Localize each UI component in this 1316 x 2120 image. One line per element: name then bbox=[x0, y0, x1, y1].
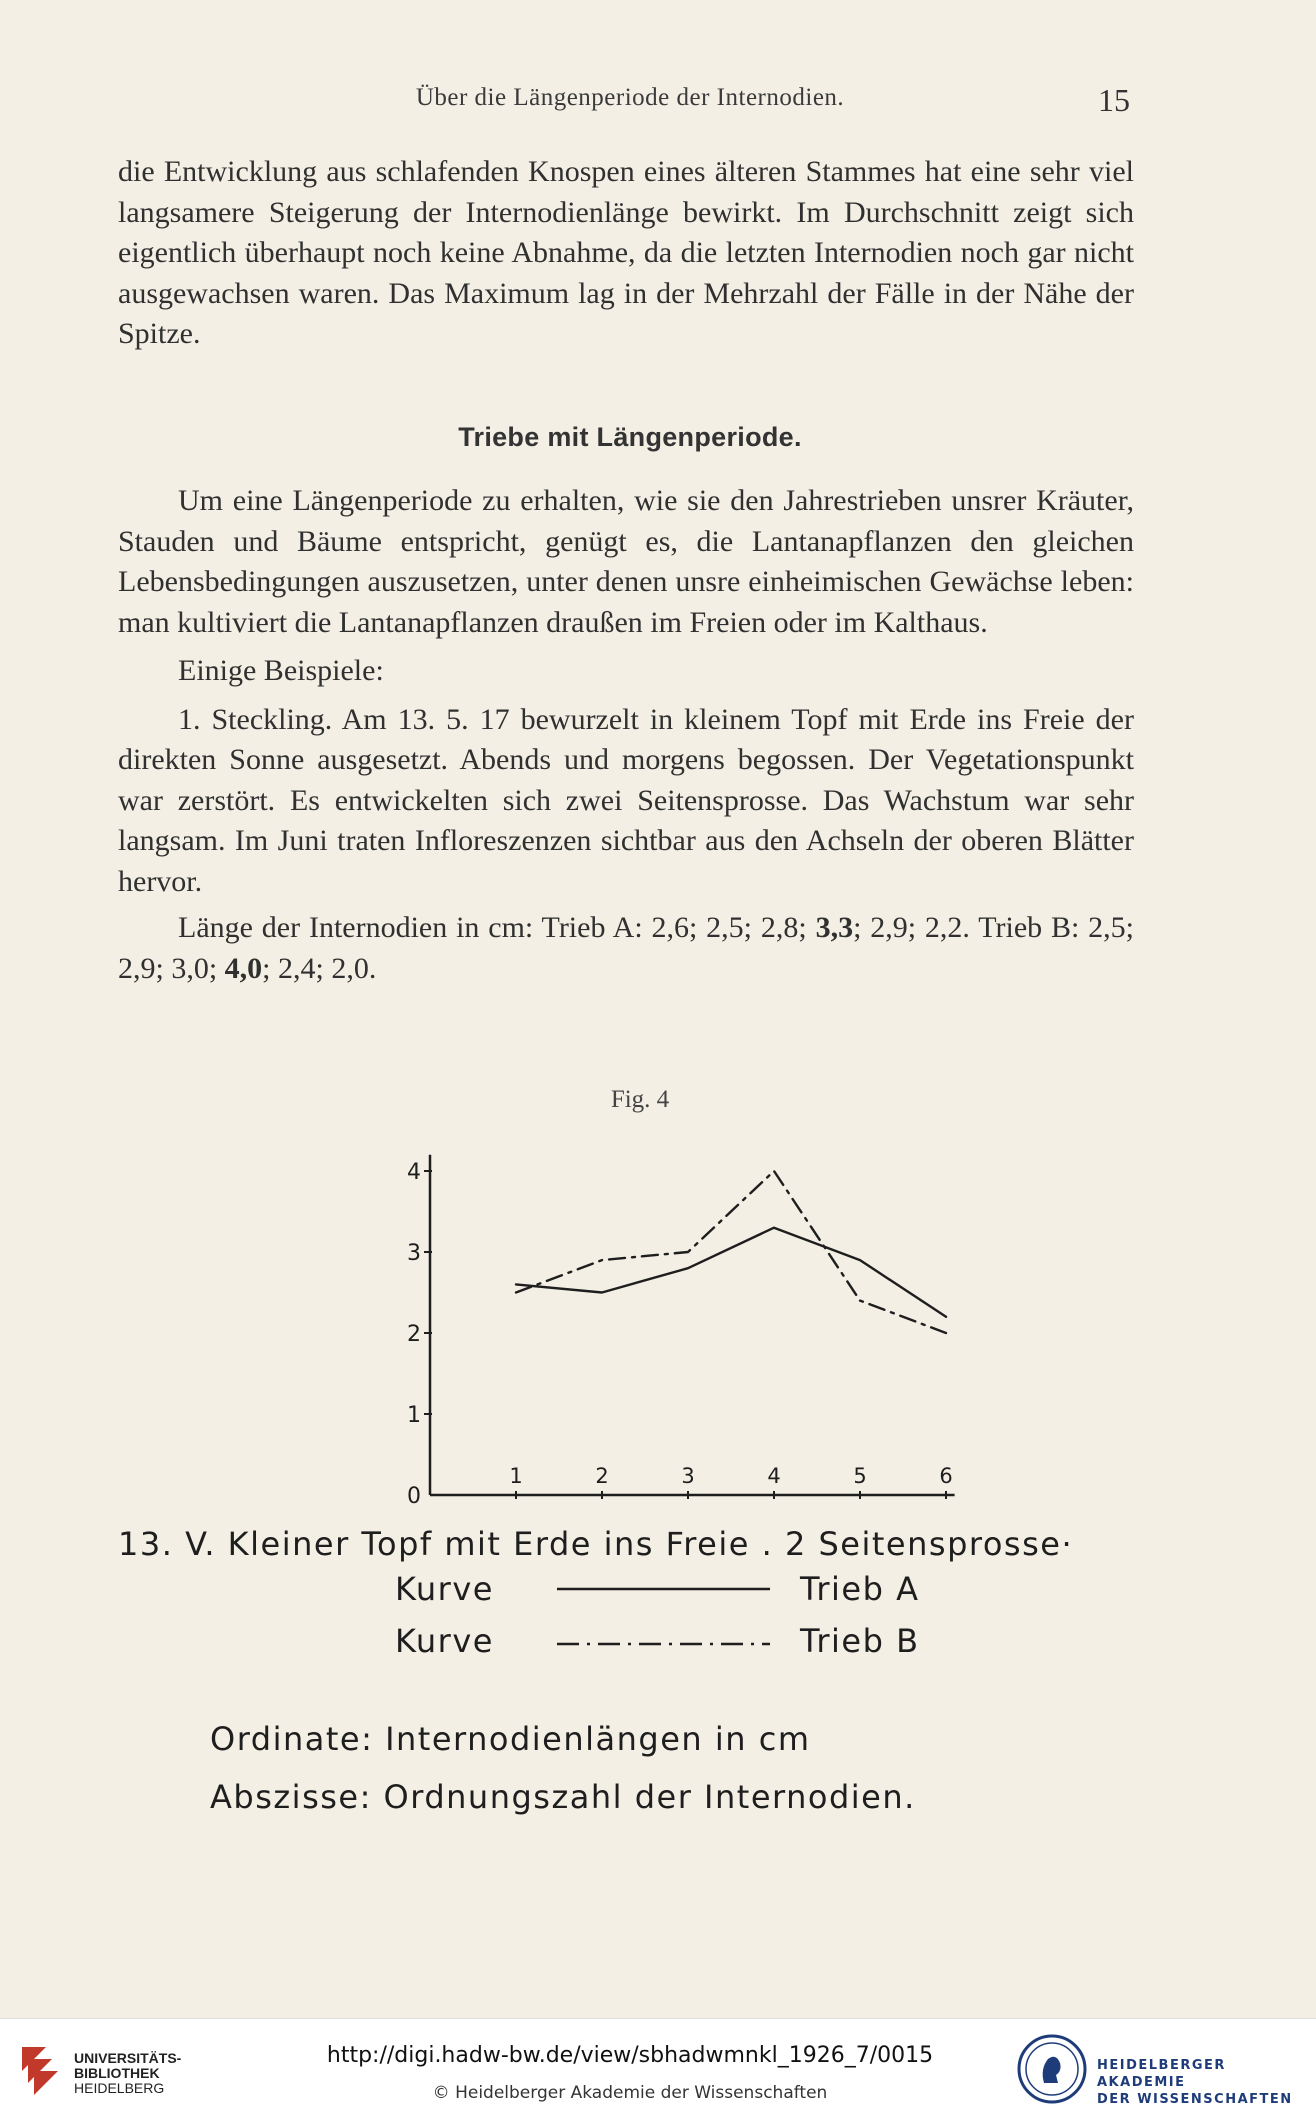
x-tick-label: 5 bbox=[853, 1464, 867, 1488]
legend-a-line bbox=[555, 1583, 775, 1595]
academy-line-2: DER WISSENSCHAFTEN bbox=[1097, 2092, 1293, 2107]
legend-b-series: Trieb B bbox=[800, 1622, 920, 1660]
section-heading: Triebe mit Längenperiode. bbox=[458, 422, 802, 452]
y-tick-label: 0 bbox=[407, 1484, 421, 1509]
source-link[interactable]: http://digi.hadw-bw.de/view/sbhadwmnkl_1926_7/0015 bbox=[326, 2043, 934, 2068]
academy-name bbox=[1097, 2057, 1316, 2108]
x-tick-label: 4 bbox=[767, 1464, 781, 1488]
p5-suffix: ; 2,4; 2,0. bbox=[262, 951, 377, 985]
academy-seal-icon bbox=[1016, 2033, 1088, 2105]
academy-line-1: HEIDELBERGER AKADEMIE bbox=[1097, 2058, 1226, 2090]
figure-label: Fig. 4 bbox=[610, 1086, 670, 1113]
line-chart bbox=[380, 1135, 980, 1515]
x-tick-label: 6 bbox=[939, 1464, 953, 1488]
abscissa-note: Abszisse: Ordnungszahl der Internodien. bbox=[210, 1778, 916, 1816]
x-tick-label: 1 bbox=[509, 1464, 523, 1488]
copyright-notice: © Heidelberger Akademie der Wissenschaften bbox=[432, 2083, 828, 2103]
p5-mid: ; 2,9; 2,2. Trieb B: 2,5; 2,9; 3,0; bbox=[118, 911, 1135, 985]
x-tick-label: 3 bbox=[681, 1464, 695, 1488]
y-tick-label: 1 bbox=[407, 1403, 421, 1428]
library-line-1: UNIVERSITÄTS- bbox=[74, 2050, 182, 2066]
y-tick-label: 3 bbox=[407, 1241, 421, 1266]
paragraph-2: Um eine Längenperiode zu erhalten, wie sie den Jahrestrieben unsrer Kräuter, Stauden und Bäume entspricht, genügt es, die Lantanapflanzen den gleichen Lebensbedingungen auszusetzen, unter denen unsre einheimischen Gewächse leben: man kultiviert die Lantanapflanzen draußen im Freien oder im Kalthaus. bbox=[118, 484, 1134, 639]
legend-a-series: Trieb A bbox=[800, 1570, 920, 1608]
library-line-2: BIBLIOTHEK bbox=[74, 2065, 160, 2081]
legend-a-label: Kurve bbox=[395, 1570, 494, 1608]
paragraph-5 bbox=[118, 908, 1134, 989]
figure-caption: 13. V. Kleiner Topf mit Erde ins Freie . 2 Seitensprosse· bbox=[118, 1525, 1074, 1563]
library-line-3: HEIDELBERG bbox=[74, 2080, 165, 2096]
series-line-b bbox=[516, 1171, 946, 1333]
p5-bold-b: 4,0 bbox=[224, 951, 263, 985]
x-tick-label: 2 bbox=[595, 1464, 609, 1488]
legend-b-line bbox=[555, 1638, 775, 1650]
y-tick-label: 4 bbox=[407, 1160, 421, 1185]
paragraph-1: die Entwicklung aus schlafenden Knospen eines älteren Stammes hat eine sehr viel langsamere Steigerung der Internodienlänge bewirkt. Im Durchschnitt zeigt sich eigentlich überhaupt noch keine Abnahme, da die letzten Internodien noch gar nicht ausgewachsen waren. Das Maximum lag in der Mehrzahl der Fälle in der Nähe der Spitze. bbox=[118, 155, 1134, 350]
legend-b-label: Kurve bbox=[395, 1622, 494, 1660]
running-title: Über die Längenperiode der Internodien. bbox=[415, 84, 845, 111]
ordinate-note: Ordinate: Internodienlängen in cm bbox=[210, 1720, 811, 1758]
footer-bar bbox=[0, 2018, 1316, 2120]
p5-bold-a: 3,3 bbox=[815, 911, 854, 944]
body-text-block bbox=[118, 481, 1134, 989]
series-line-a bbox=[516, 1228, 946, 1317]
paragraph-continuation bbox=[118, 152, 1134, 355]
paragraph-4: 1. Steckling. Am 13. 5. 17 bewurzelt in kleinem Topf mit Erde ins Freie der direkten Sonne ausgesetzt. Abends und morgens begossen. Der Vegetationspunkt war zerstört. Es entwickelten sich zwei Seitensprosse. Das Wachstum war sehr langsam. Im Juni traten Infloreszenzen sichtbar aus den Achseln der oberen Blätter hervor. bbox=[118, 702, 1134, 898]
p5-prefix: Länge der Internodien in cm: Trieb A: 2,6; 2,5; 2,8; bbox=[178, 911, 807, 944]
paragraph-3: Einige Beispiele: bbox=[178, 654, 384, 687]
y-tick-label: 2 bbox=[407, 1322, 421, 1347]
page-number: 15 bbox=[1098, 82, 1130, 118]
